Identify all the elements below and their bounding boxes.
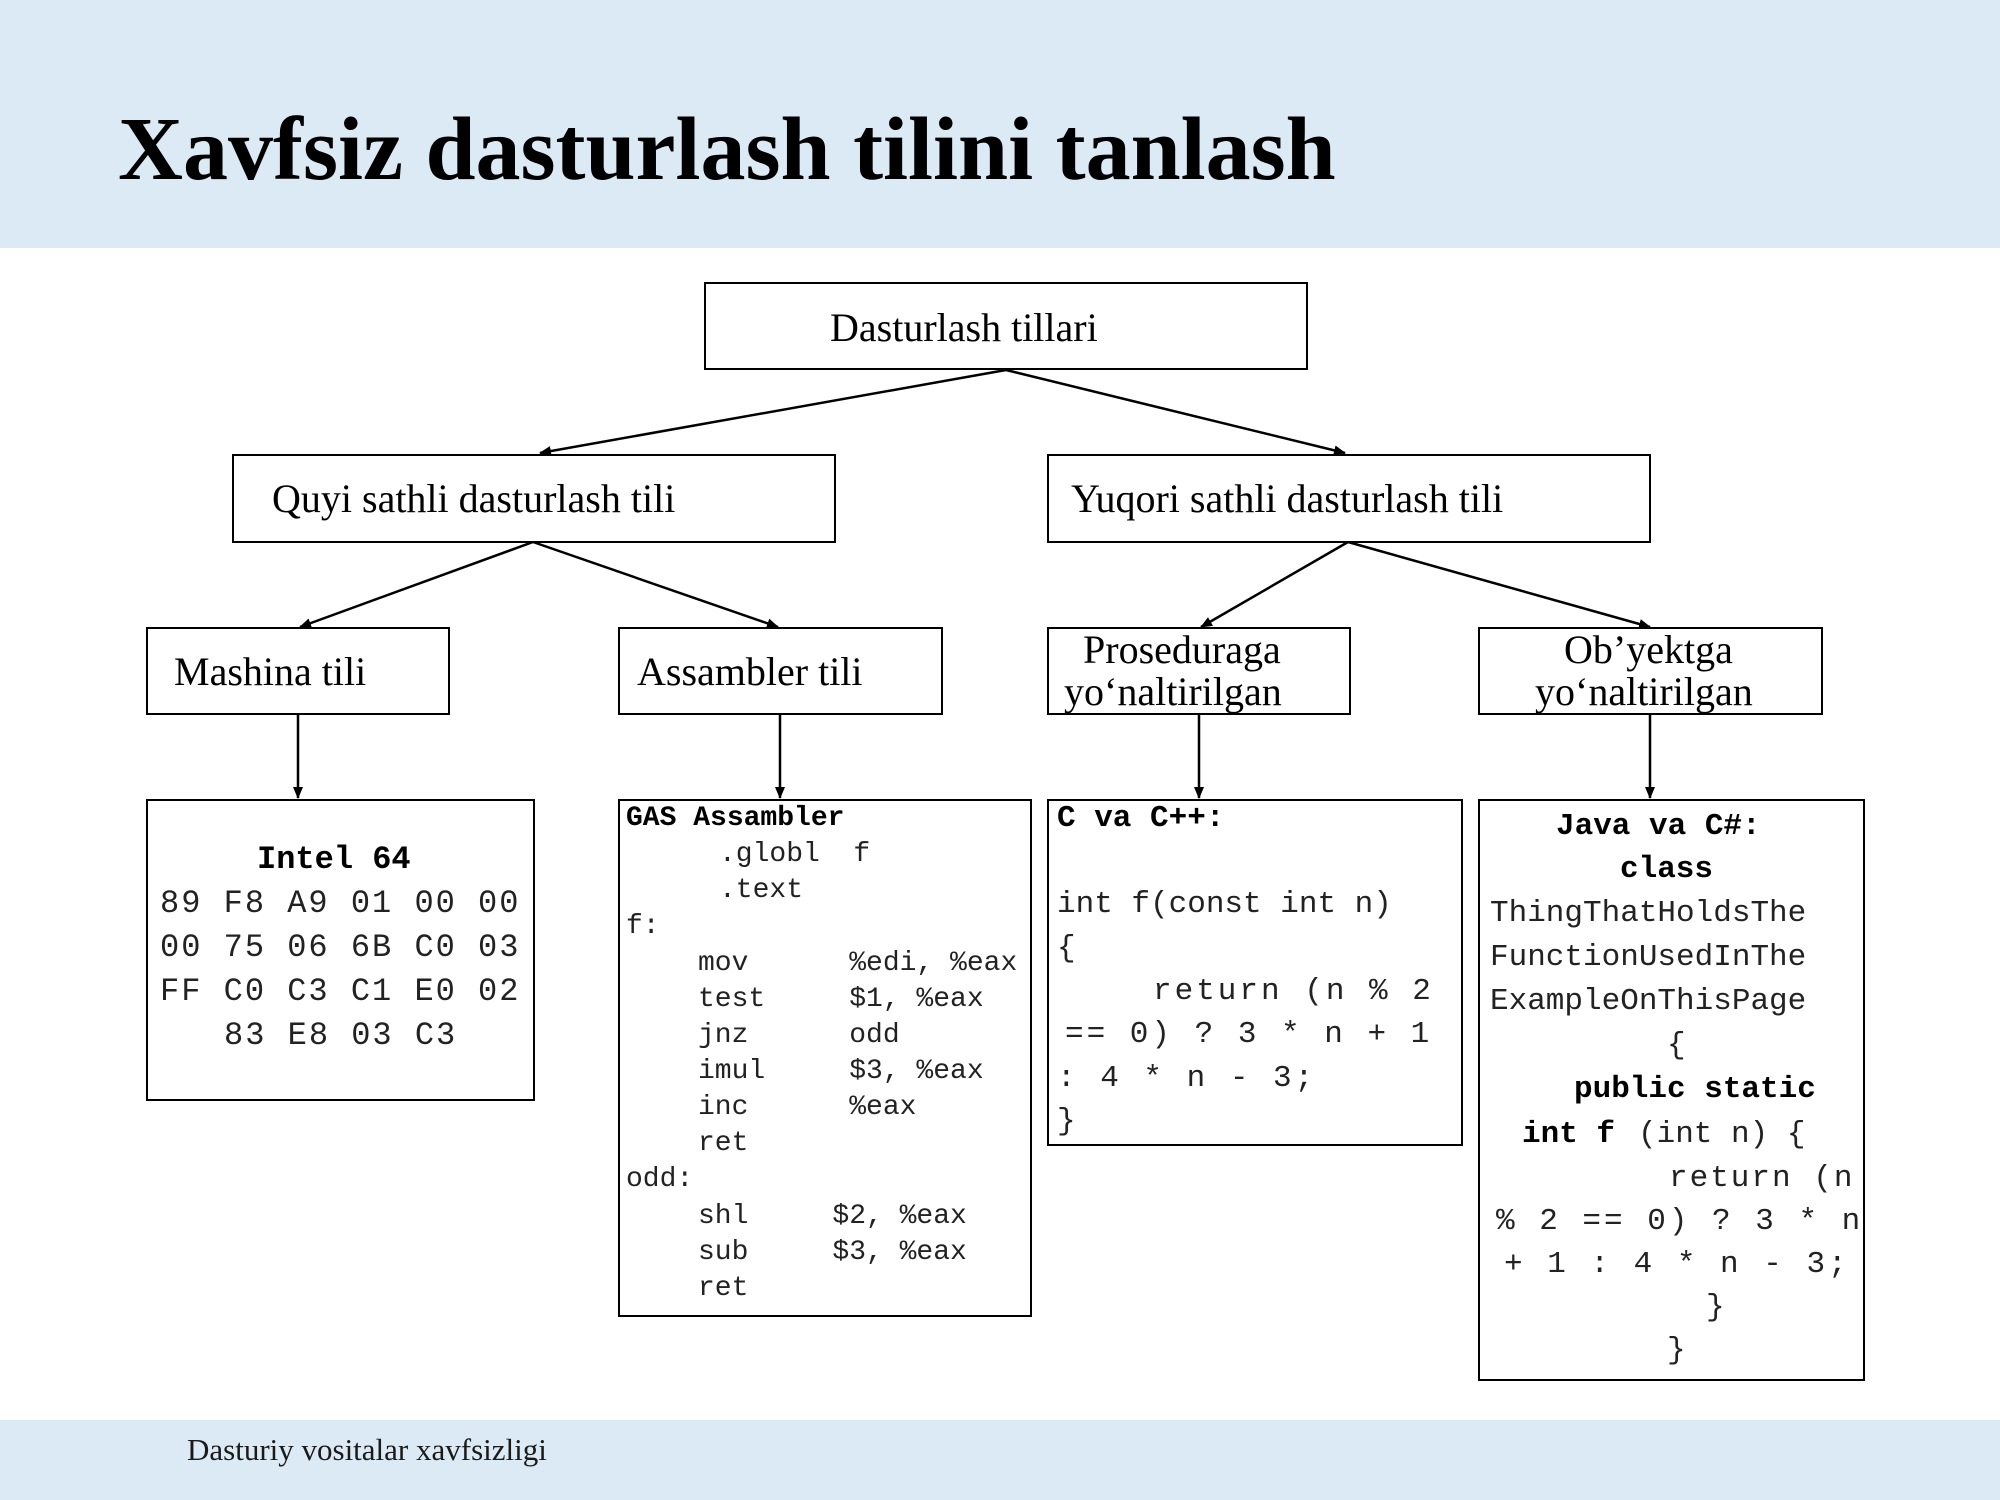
- code-java-line: (int n) {: [1638, 1117, 1806, 1152]
- code-java-line: + 1 : 4 * n - 3;: [1504, 1247, 1850, 1282]
- node-object-line1: Ob’yektga: [1564, 627, 1733, 672]
- code-intel-heading: Intel 64: [257, 841, 411, 878]
- code-c-line: {: [1057, 931, 1076, 966]
- node-machine: [146, 627, 450, 715]
- code-gas-line: sub $3, %eax: [698, 1237, 967, 1268]
- code-c-line: }: [1057, 1104, 1076, 1139]
- edge-high-object: [1348, 542, 1650, 627]
- code-intel-line: 83 E8 03 C3: [224, 1017, 458, 1054]
- code-java-line: ExampleOnThisPage: [1490, 984, 1807, 1019]
- code-intel-line: FF C0 C3 C1 E0 02: [160, 973, 521, 1010]
- code-java-line: % 2 == 0) ? 3 * n: [1496, 1204, 1864, 1239]
- code-c-line: : 4 * n - 3;: [1057, 1061, 1317, 1096]
- code-intel-line: 00 75 06 6B C0 03: [160, 929, 521, 966]
- code-java-line: {: [1667, 1028, 1686, 1063]
- code-gas-heading: GAS Assambler: [626, 803, 845, 834]
- footer-text: Dasturiy vositalar xavfsizligi: [187, 1432, 547, 1467]
- code-java-line: ThingThatHoldsThe: [1490, 896, 1807, 931]
- code-java-line: class: [1620, 852, 1714, 887]
- edge-root-low: [540, 370, 1006, 453]
- node-root: [704, 282, 1308, 370]
- code-gas-line: .text: [719, 875, 804, 906]
- node-procedural-line1: Proseduraga: [1083, 627, 1281, 672]
- node-high-level-label: Yuqori sathli dasturlash tili: [1071, 476, 1504, 521]
- node-low-level: [232, 454, 836, 543]
- node-assembler-label: Assambler tili: [637, 649, 863, 694]
- code-intel-line: 89 F8 A9 01 00 00: [160, 885, 521, 922]
- code-box-intel: [146, 799, 535, 1101]
- code-gas-line: jnz odd: [698, 1020, 900, 1051]
- code-gas-line: ret: [698, 1128, 749, 1159]
- code-box-java: [1478, 799, 1865, 1381]
- edge-low-machine: [300, 542, 533, 627]
- code-gas-line: .globl f: [719, 839, 871, 870]
- node-procedural: [1047, 627, 1351, 715]
- code-c-line: == 0) ? 3 * n + 1: [1065, 1017, 1433, 1052]
- node-low-level-label: Quyi sathli dasturlash tili: [272, 476, 676, 521]
- code-gas-line: f:: [626, 911, 660, 942]
- node-object: [1478, 627, 1823, 715]
- code-gas-line: imul $3, %eax: [698, 1056, 984, 1087]
- code-java-line: return (n: [1669, 1161, 1855, 1196]
- edge-low-assembler: [533, 542, 778, 627]
- node-machine-label: Mashina tili: [174, 649, 367, 694]
- code-java-line: FunctionUsedInThe: [1490, 940, 1807, 975]
- code-java-line: public static: [1574, 1072, 1816, 1107]
- code-c-heading: C va C++:: [1057, 801, 1225, 836]
- code-gas-line: test $1, %eax: [698, 984, 984, 1015]
- edge-high-procedural: [1201, 542, 1348, 627]
- code-box-c: [1047, 799, 1463, 1146]
- code-java-line: }: [1706, 1290, 1725, 1325]
- code-java-line: }: [1667, 1333, 1686, 1368]
- edge-root-high: [1006, 370, 1345, 453]
- node-object-line2: yo‘naltirilgan: [1535, 669, 1753, 714]
- code-java-heading: Java va C#:: [1556, 809, 1761, 844]
- code-gas-line: mov %edi, %eax: [698, 948, 1018, 979]
- code-gas-line: inc %eax: [698, 1092, 917, 1123]
- code-c-line: int f(const int n): [1057, 887, 1392, 922]
- code-gas-line: ret: [698, 1273, 749, 1304]
- code-box-gas: [618, 799, 1032, 1317]
- code-java-line: int f: [1522, 1117, 1616, 1152]
- node-high-level: [1047, 454, 1651, 543]
- code-gas-line: odd:: [626, 1164, 694, 1195]
- node-procedural-line2: yo‘naltirilgan: [1064, 669, 1282, 714]
- code-gas-line: shl $2, %eax: [698, 1201, 967, 1232]
- node-assembler: [618, 627, 943, 715]
- page-title: Xavfsiz dasturlash tilini tanlash: [118, 100, 1336, 199]
- code-c-line: return (n % 2: [1153, 974, 1434, 1009]
- node-root-label: Dasturlash tillari: [830, 305, 1098, 350]
